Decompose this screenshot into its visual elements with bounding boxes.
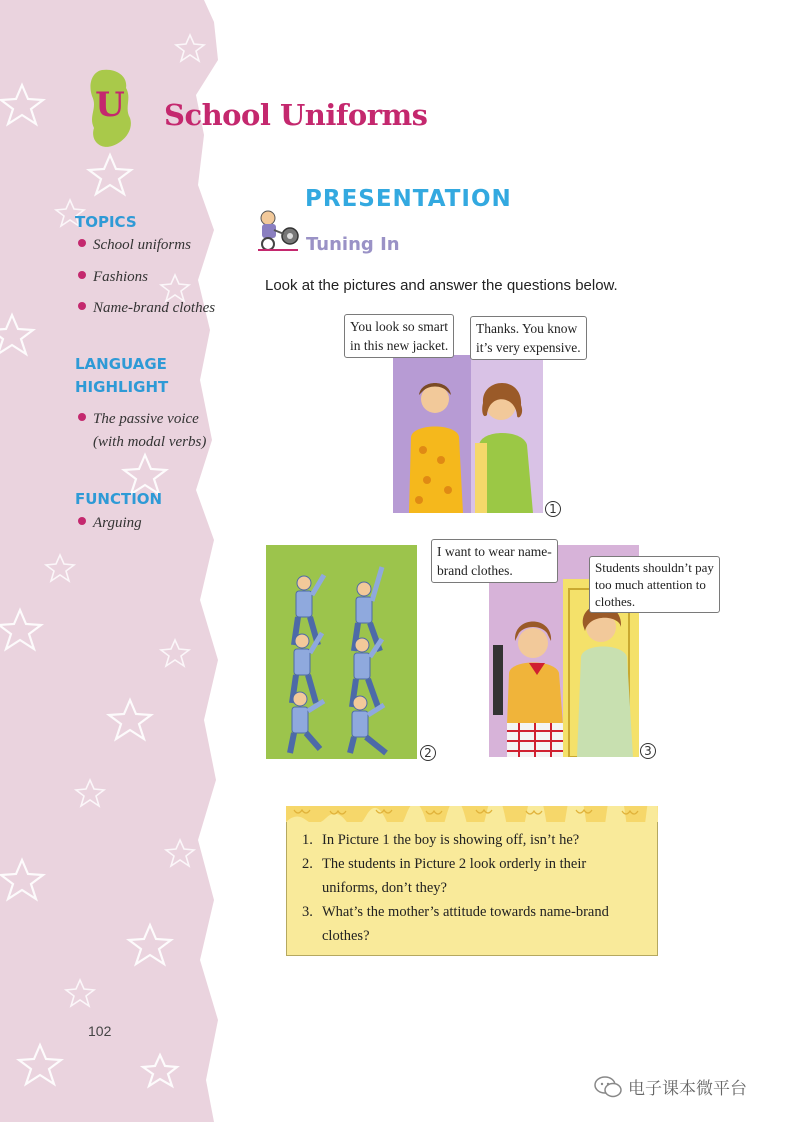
topic-item: Fashions — [78, 266, 148, 289]
speech-bubble: You look so smart in this new jacket. — [344, 314, 454, 358]
bullet-icon — [78, 302, 86, 310]
watermark — [594, 1074, 747, 1099]
section-subtitle: Tuning In — [306, 234, 400, 255]
wechat-icon — [594, 1076, 622, 1098]
page-number: 102 — [88, 1023, 112, 1039]
tuning-in-mascot-icon — [254, 206, 302, 252]
picture-2-illustration — [266, 545, 417, 759]
question-item: 3. What’s the mother’s attitude towards name-brand clothes? — [302, 904, 609, 944]
picture-number: 3 — [640, 743, 656, 759]
topic-item: School uniforms — [78, 234, 191, 257]
instruction-text: Look at the pictures and answer the questions below. — [265, 277, 618, 294]
topics-heading: TOPICS — [75, 213, 137, 231]
bullet-icon — [78, 413, 86, 421]
section-title: PRESENTATION — [305, 186, 512, 212]
unit-title: School Uniforms — [164, 98, 428, 132]
bullet-icon — [78, 517, 86, 525]
watermark-text: 电子课本微平台 — [628, 1079, 747, 1099]
language-heading: LANGUAGE HIGHLIGHT — [75, 355, 169, 396]
picture-number: 1 — [545, 501, 561, 517]
function-item: Arguing — [78, 512, 142, 535]
language-item: The passive voice (with modal verbs) — [78, 408, 206, 454]
question-item: 2. The students in Picture 2 look orderly in their uniforms, don’t they? — [302, 856, 587, 896]
torn-edge-decoration — [286, 806, 658, 822]
speech-bubble: Thanks. You know it’s very expensive. — [470, 316, 587, 360]
topic-item: Name-brand clothes — [78, 297, 215, 320]
speech-bubble: I want to wear name- brand clothes. — [431, 539, 558, 583]
question-item: 1. In Picture 1 the boy is showing off, isn’t he? — [302, 832, 580, 848]
bullet-icon — [78, 271, 86, 279]
picture-number: 2 — [420, 745, 436, 761]
function-heading: FUNCTION — [75, 490, 163, 508]
bullet-icon — [78, 239, 86, 247]
unit-badge-icon — [88, 68, 134, 150]
speech-bubble: Students shouldn’t pay too much attention to clothes. — [589, 556, 720, 613]
question-list — [302, 828, 642, 948]
picture-1-illustration — [393, 355, 543, 513]
svg-text:U: U — [95, 85, 125, 125]
